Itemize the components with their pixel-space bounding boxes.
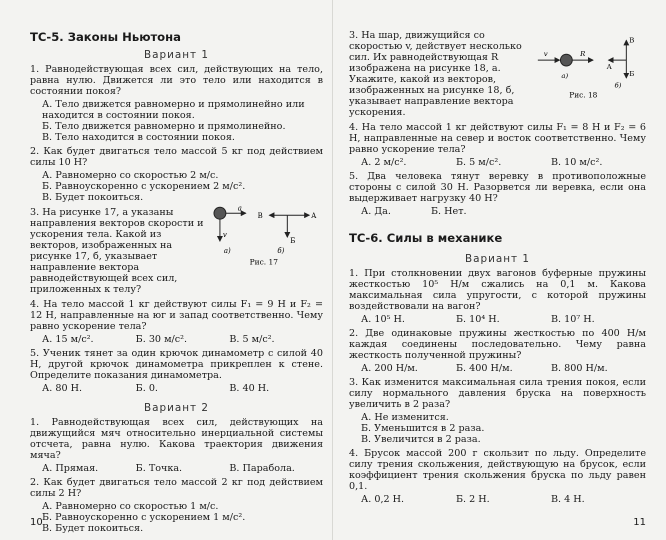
answer-option: В. 40 Н. (229, 383, 270, 394)
svg-text:R: R (580, 50, 586, 59)
answer-option: А. 200 Н/м. (361, 363, 418, 374)
question-text: 3. На рисунке 17, а указаны направления векторов скорости и ускорения тела. Какой из векторов, изображенных на рисунке 17, б, указывает направление вектора равнодействующей всех сил, приложенных к телу? (30, 207, 204, 295)
answer-option: В. Увеличится в 2 раза. (361, 434, 481, 445)
answer-row (42, 463, 323, 474)
svg-text:а): а) (561, 71, 569, 80)
variant-heading: Вариант 1 (144, 49, 209, 61)
question-text: 2. Как будет двигаться тело массой 2 кг под действием силы 2 Н? (30, 477, 323, 499)
question-text: 2. Две одинаковые пружины жесткостью по 400 Н/м каждая соединены последовательно. Чему равна жесткость полученной пружины? (349, 328, 646, 361)
answer-option: В. 10⁷ Н. (551, 314, 595, 325)
answer-option: Б. 400 Н/м. (456, 363, 513, 374)
right-page (333, 0, 666, 540)
svg-text:Б: Б (290, 236, 296, 245)
question-text: 3. На шар, движущийся со скоростью v, действует несколько сил. Их равнодействующая R изображена на рисунке 18, а. Укажите, какой из векторов, изображенных на рисунке 18, б, указывает направление вектора ускорения. (349, 30, 522, 118)
answer-option: В. 800 Н/м. (551, 363, 608, 374)
answer-option: А. 10⁵ Н. (361, 314, 405, 325)
answer-option: А. Равномерно со скоростью 2 м/с. (42, 170, 219, 181)
question-text: 5. Ученик тянет за один крючок динамометр с силой 40 Н, другой крючок динамометра прикреплен к стене. Определите показания динамометра. (30, 348, 323, 381)
answer-option: А. 80 Н. (42, 383, 83, 394)
answer-option: Б. Равноускоренно с ускорением 1 м/с². (42, 512, 246, 523)
answer-option: А. Прямая. (42, 463, 99, 474)
answer-option: В. 10 м/с². (551, 157, 603, 168)
answer-option: Б. 10⁴ Н. (456, 314, 500, 325)
answer-option: Б. 5 м/с². (456, 157, 502, 168)
svg-text:В: В (629, 36, 635, 45)
answer-row (42, 383, 323, 394)
answer-option: В. Будет покоиться. (42, 192, 144, 203)
answer-row (42, 334, 323, 345)
section-title: ТС-5. Законы Ньютона (30, 30, 181, 44)
answer-option: А. Да. (361, 206, 391, 217)
svg-text:Б: Б (629, 69, 635, 78)
answer-option: Б. Равноускоренно с ускорением 2 м/с². (42, 181, 246, 192)
answer-option: Б. Тело движется равномерно и прямолинейно. (42, 121, 286, 132)
question-with-figure (349, 30, 646, 120)
answer-option: А. 15 м/с². (42, 334, 94, 345)
svg-text:v: v (543, 50, 548, 59)
answer-option: В. Парабола. (229, 463, 295, 474)
answer-option: В. 5 м/с². (229, 334, 275, 345)
question-text: 1. Равнодействующая всех сил, действующих на тело, равна нулю. Движется ли это тело или находится в состоянии покоя? (30, 64, 323, 97)
answer-row (361, 157, 646, 168)
svg-text:v: v (222, 231, 227, 239)
svg-text:б): б) (277, 246, 285, 255)
question-text: 1. Равнодействующая всех сил, действующих на движущийся мяч относительно инерциальной системы отсчета, равна нулю. Какова траектория движения мяча? (30, 417, 323, 461)
answer-option: В. Будет покоиться. (42, 523, 144, 534)
figure-17 (212, 205, 323, 269)
answer-option: В. Тело находится в состоянии покоя. (42, 132, 235, 143)
section-title: ТС-6. Силы в механике (349, 231, 503, 245)
variant-heading: Вариант 1 (465, 253, 530, 265)
svg-text:Рис. 17: Рис. 17 (249, 257, 278, 267)
answer-option: А. 0,2 Н. (361, 494, 405, 505)
figure-18 (528, 30, 646, 102)
page-number: 11 (633, 517, 646, 528)
svg-text:а): а) (223, 246, 231, 255)
question-text: 1. При столкновении двух вагонов буферные пружины жесткостью 10⁵ Н/м сжались на 0,1 м. Какова максимальная сила упругости, с которой пружины воздействовали на вагон? (349, 268, 646, 312)
question-text: 4. На тело массой 1 кг действуют силы F₁ = 8 Н и F₂ = 6 Н, направленные на север и восток соответственно. Чему равно ускорение тела? (349, 122, 646, 155)
answer-option: Б. 0. (135, 383, 158, 394)
answer-option: А. Равномерно со скоростью 1 м/с. (42, 501, 219, 512)
answer-option: Б. Нет. (431, 206, 467, 217)
answer-option: Б. Точка. (135, 463, 183, 474)
question-text: 4. Брусок массой 200 г скользит по льду. Определите силу трения скольжения, действующую на брусок, если коэффициент трения скольжения бруска по льду равен 0,1. (349, 448, 646, 492)
question-text: 2. Как будет двигаться тело массой 5 кг под действием силы 10 Н? (30, 146, 323, 168)
svg-text:А: А (606, 62, 612, 71)
variant-heading: Вариант 2 (144, 402, 209, 414)
answer-row (361, 206, 501, 217)
answer-option: Б. 30 м/с². (135, 334, 188, 345)
question-text: 4. На тело массой 1 кг действуют силы F₁ = 9 Н и F₂ = 12 Н, направленные на юг и запад соответственно. Чему равно ускорение тела? (30, 299, 323, 332)
question-with-figure (30, 207, 323, 297)
svg-text:В: В (257, 212, 263, 221)
answer-option: Б. 2 Н. (456, 494, 490, 505)
question-text: 3. Как изменится максимальная сила трения покоя, если силу нормального давления бруска на поверхность увеличить в 2 раза? (349, 377, 646, 410)
answer-option: В. 4 Н. (551, 494, 585, 505)
svg-text:Рис. 18: Рис. 18 (569, 90, 598, 100)
svg-text:a: a (237, 205, 242, 213)
answer-row (361, 314, 646, 325)
question-text: 5. Два человека тянут веревку в противоположные стороны с силой 30 Н. Разорвется ли веревка, если она выдерживает нагрузку 40 Н? (349, 171, 646, 204)
answer-row (361, 494, 646, 505)
answer-option: А. Тело движется равномерно и прямолинейно или находится в состоянии покоя. (42, 99, 305, 121)
answer-option: А. 2 м/с². (361, 157, 407, 168)
answer-option: Б. Уменьшится в 2 раза. (361, 423, 485, 434)
page-number: 10 (30, 517, 43, 528)
answer-option: А. Не изменится. (361, 412, 449, 423)
svg-text:А: А (311, 212, 317, 221)
answer-row (361, 363, 646, 374)
svg-text:б): б) (614, 81, 622, 90)
